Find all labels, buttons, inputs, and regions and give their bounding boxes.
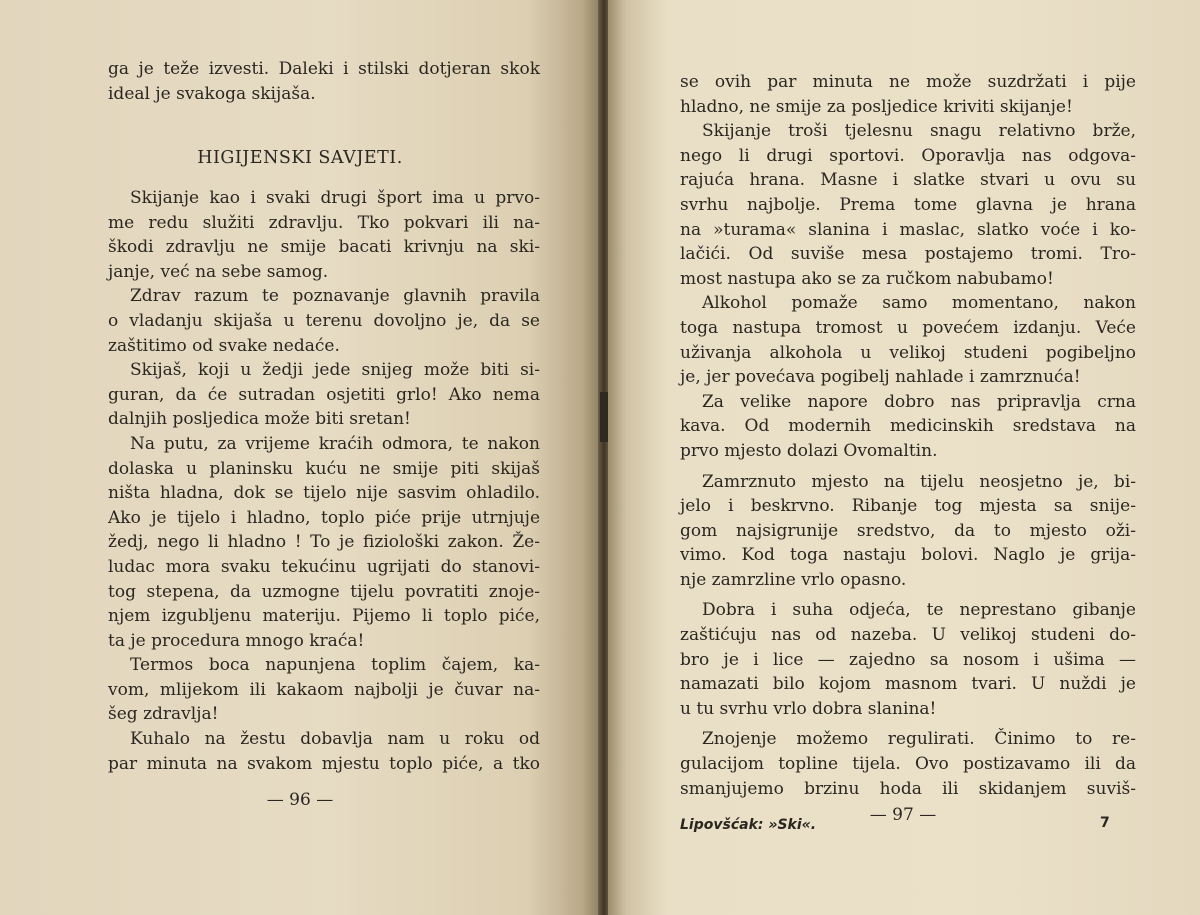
text-line: ideal je svakoga skijaša. bbox=[108, 83, 316, 104]
paragraph bbox=[108, 284, 540, 358]
text-line: škodi zdravlju ne smije bacati krivnju na ski- bbox=[108, 237, 540, 258]
text-line: guran, da će sutradan osjetiti grlo! Ako nema bbox=[108, 384, 540, 405]
text-line: Termos boca napunjena toplim čajem, ka- bbox=[130, 655, 540, 676]
section-heading: HIGIJENSKI SAVJETI. bbox=[197, 148, 403, 168]
paragraph bbox=[108, 727, 540, 776]
text-line: Zdrav razum te poznavanje glavnih pravila bbox=[130, 286, 540, 307]
paragraph bbox=[680, 598, 1136, 721]
text-line: most nastupa ako se za ručkom nabubamo! bbox=[680, 268, 1054, 289]
text-line: zaštićuju nas od nazeba. U velikoj studeni do- bbox=[680, 625, 1136, 646]
text-line: u tu svrhu vrlo dobra slanina! bbox=[680, 698, 937, 719]
text-line: šeg zdravlja! bbox=[108, 704, 219, 725]
text-line: ta je procedura mnogo kraća! bbox=[108, 630, 365, 651]
text-line: nego li drugi sportovi. Oporavlja nas odgova- bbox=[680, 145, 1136, 166]
text-line: žedj, nego li hladno ! To je fiziološki zakon. Že- bbox=[108, 532, 540, 553]
text-line: Za velike napore dobro nas pripravlja crna bbox=[702, 391, 1136, 412]
text-line: dolaska u planinsku kuću ne smije piti skijaš bbox=[108, 458, 540, 479]
text-line: bro je i lice — zajedno sa nosom i ušima — bbox=[680, 649, 1136, 670]
text-line: hladno, ne smije za posljedice kriviti skijanje! bbox=[680, 96, 1073, 117]
text-line: kava. Od modernih medicinskih sredstava na bbox=[680, 416, 1136, 437]
text-line: Znojenje možemo regulirati. Činimo to re- bbox=[702, 729, 1136, 750]
paragraph bbox=[680, 70, 1136, 119]
paragraph bbox=[680, 390, 1136, 464]
text-line: gom najsigrunije sredstvo, da to mjesto oži- bbox=[680, 520, 1136, 541]
text-line: na »turama« slanina i maslac, slatko voće i ko- bbox=[680, 219, 1136, 240]
text-line: Skijanje kao i svaki drugi šport ima u prvo- bbox=[130, 188, 540, 208]
text-line: toga nastupa tromost u povećem izdanju. Veće bbox=[680, 317, 1136, 338]
text-line: prvo mjesto dolazi Ovomaltin. bbox=[680, 440, 938, 461]
paragraph bbox=[680, 119, 1136, 291]
sheet-number: 7 bbox=[1100, 815, 1110, 831]
left-body-text bbox=[108, 186, 540, 776]
text-line: nje zamrzline vrlo opasno. bbox=[680, 569, 907, 590]
text-line: Alkohol pomaže samo momentano, nakon bbox=[702, 293, 1136, 314]
text-line: dalnjih posljedica može biti sretan! bbox=[108, 409, 411, 430]
text-line: gulacijom topline tijela. Ovo postizavamo ili da bbox=[680, 754, 1136, 775]
text-line: janje, već na sebe samog. bbox=[108, 261, 329, 282]
text-line: Na putu, za vrijeme kraćih odmora, te nakon bbox=[130, 433, 540, 454]
text-line: Kuhalo na žestu dobavlja nam u roku od bbox=[130, 729, 540, 750]
paragraph bbox=[680, 727, 1136, 801]
text-line: vom, mlijekom ili kakaom najbolji je čuvar na- bbox=[108, 679, 540, 700]
paragraph bbox=[108, 653, 540, 727]
text-line: Skijaš, koji u žedji jede snijeg može biti si- bbox=[130, 360, 540, 381]
paragraph bbox=[680, 291, 1136, 389]
page-number: — 96 — bbox=[266, 790, 334, 810]
text-line: jelo i beskrvno. Ribanje tog mjesta sa snije- bbox=[680, 496, 1136, 517]
paragraph bbox=[680, 470, 1136, 593]
text-line: Zamrznuto mjesto na tijelu neosjetno je, bi- bbox=[702, 471, 1136, 492]
page-number: — 97 — bbox=[869, 805, 937, 825]
paragraph bbox=[108, 186, 540, 284]
text-line: Dobra i suha odjeća, te neprestano gibanje bbox=[702, 600, 1136, 621]
text-line: je, jer povećava pogibelj nahlade i zamrznuća! bbox=[680, 367, 1081, 388]
text-line: ga je teže izvesti. Daleki i stilski dotjeran skok bbox=[108, 59, 540, 79]
text-line: namazati bilo kojom masnom tvari. U nuždi je bbox=[680, 674, 1136, 695]
text-line: par minuta na svakom mjestu toplo piće, a tko bbox=[108, 753, 540, 774]
text-line: svrhu najbolje. Prema tome glavna je hrana bbox=[680, 194, 1136, 215]
text-line: se ovih par minuta ne može suzdržati i pije bbox=[680, 72, 1136, 92]
text-line: ništa hladna, dok se tijelo nije sasvim ohladilo. bbox=[108, 483, 540, 504]
text-line: uživanja alkohola u velikoj studeni pogibeljno bbox=[680, 342, 1136, 363]
text-line: tog stepena, da uzmogne tijelu povratiti znoje- bbox=[108, 581, 540, 602]
right-body-text bbox=[680, 70, 1136, 801]
text-line: rajuća hrana. Masne i slatke stvari u ovu su bbox=[680, 170, 1136, 191]
text-line: o vladanju skijaša u terenu dovoljno je, da se bbox=[108, 310, 540, 331]
text-line: zaštitimo od svake nedaće. bbox=[108, 335, 340, 356]
text-line: Ako je tijelo i hladno, toplo piće prije utrnjuje bbox=[108, 507, 540, 528]
paragraph bbox=[108, 432, 540, 653]
text-line: njem izgubljenu materiju. Pijemo li toplo piće, bbox=[108, 606, 540, 627]
text-line: me redu služiti zdravlju. Tko pokvari ili na- bbox=[108, 212, 540, 233]
paragraph bbox=[108, 358, 540, 432]
text-line: smanjujemo brzinu hoda ili skidanjem suviš- bbox=[680, 778, 1136, 799]
right-page bbox=[608, 0, 1200, 915]
signature-mark: Lipovšćak: »Ski«. bbox=[680, 817, 817, 833]
text-line: Skijanje troši tjelesnu snagu relativno brže, bbox=[702, 121, 1136, 142]
text-line: ludac mora svaku tekućinu ugrijati do stanovi- bbox=[108, 556, 540, 577]
text-line: vimo. Kod toga nastaju bolovi. Naglo je grija- bbox=[680, 545, 1136, 566]
intro-text bbox=[108, 57, 540, 106]
text-line: lačići. Od suviše mesa postajemo tromi. Tro- bbox=[680, 244, 1136, 265]
